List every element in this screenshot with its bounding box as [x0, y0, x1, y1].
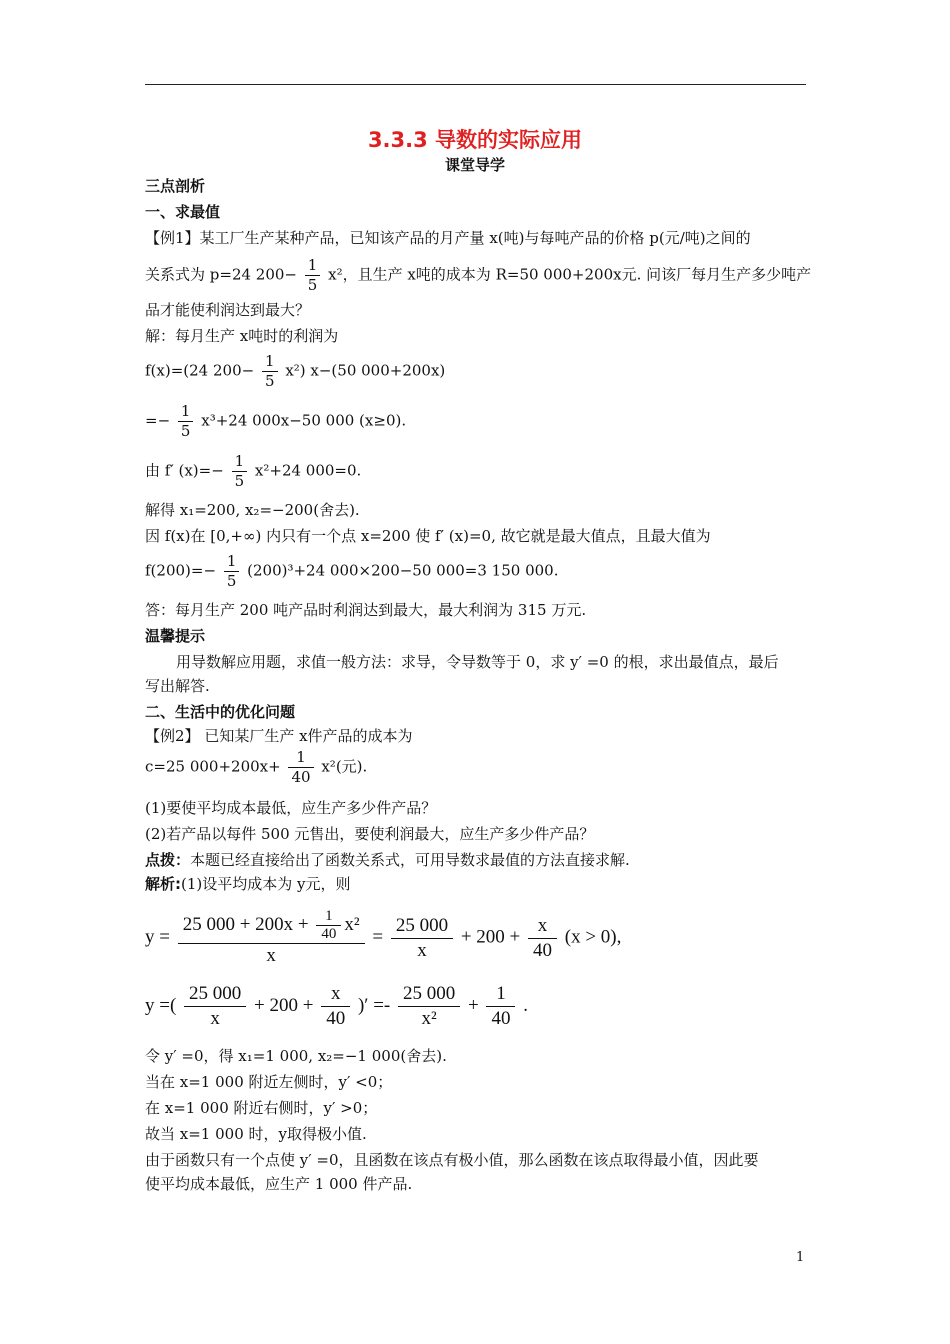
- solution1-line3: 由 f′ (x)=− $\frac{1}{5}$ x²+24 000=0.: [145, 452, 362, 490]
- solution1-line2: =− $\frac{1}{5}$ x³+24 000x−50 000 (x≥0).: [145, 402, 407, 440]
- fraction-one-fifth: $\frac{1}{5}$: [262, 352, 278, 391]
- step-line3: 在 x=1 000 附近右侧时，y′ >0；: [145, 1099, 378, 1117]
- solution1-line4: 解得 x₁=200, x₂=−200(舍去).: [145, 501, 360, 519]
- fraction-one-fifth: $\frac{1}{5}$: [224, 552, 240, 591]
- step-line1: 令 y′ =0，得 x₁=1 000, x₂=−1 000(舍去).: [145, 1047, 447, 1065]
- page-title: 3.3.3 导数的实际应用: [367, 128, 583, 152]
- hint-label: 点拨：: [145, 851, 191, 869]
- example2-line1: 【例2】 已知某厂生产 x件产品的成本为: [145, 727, 413, 745]
- tip-text-line2: 写出解答.: [145, 677, 210, 695]
- step-line4: 故当 x=1 000 时，y取得极小值.: [145, 1125, 367, 1143]
- page-subtitle: 课堂导学: [444, 156, 505, 174]
- example1-line2: 关系式为 p=24 200− $\frac{1}{5}$ x²，且生产 x吨的成本为 R=50 000+200x元. 问该厂每月生产多少吨产: [145, 256, 812, 294]
- step-line6: 使平均成本最低，应生产 1 000 件产品.: [145, 1175, 413, 1193]
- section1-heading: 一、求最值: [145, 203, 221, 221]
- page-number: 1: [796, 1250, 805, 1265]
- tip-text-line1: 用导数解应用题，求值一般方法：求导，令导数等于 0，求 y′ =0 的根，求出最值点，最后: [176, 653, 779, 671]
- section2-heading: 二、生活中的优化问题: [145, 703, 296, 721]
- fraction-one-fifth: $\frac{1}{5}$: [305, 256, 321, 295]
- analysis-line: 解析:(1)设平均成本为 y元，则: [145, 875, 351, 893]
- example2-question1: (1)要使平均成本最低，应生产多少件产品？: [145, 799, 437, 817]
- fraction-one-fifth: $\frac{1}{5}$: [232, 452, 248, 491]
- solution1-intro: 解：每月生产 x吨时的利润为: [145, 327, 339, 345]
- step-line5: 由于函数只有一个点使 y′ =0，且函数在该点有极小值，那么函数在该点取得最小值，因此要: [145, 1151, 759, 1169]
- fraction-one-fifth: $\frac{1}{5}$: [178, 402, 194, 441]
- formula-average-cost: y = 25 000 + 200x + $\frac{1}{40}$ x² x = $\frac{25 000}{x}$ + 200 + $\frac{x}{40}$ (x > 0),: [145, 908, 622, 966]
- solution1-line6: f(200)=− $\frac{1}{5}$ (200)³+24 000×200−50 000=3 150 000.: [145, 552, 559, 590]
- hint-line: 点拨：本题已经直接给出了函数关系式，可用导数求最值的方法直接求解.: [145, 851, 630, 869]
- example1-tag: 【例1】: [145, 229, 200, 247]
- header-rule: [145, 84, 806, 85]
- solution1-answer: 答：每月生产 200 吨产品时利润达到最大，最大利润为 315 万元.: [145, 601, 587, 619]
- solution1-line5: 因 f(x)在 [0,+∞) 内只有一个点 x=200 使 f′ (x)=0, 故它就是最大值点，且最大值为: [145, 527, 711, 545]
- solution1-line1: f(x)=(24 200− $\frac{1}{5}$ x²) x−(50 000+200x): [145, 352, 446, 390]
- example2-tag: 【例2】: [145, 727, 200, 745]
- example2-cost: c=25 000+200x+ $\frac{1}{40}$ x²(元).: [145, 748, 368, 786]
- example1-line3: 品才能使利润达到最大？: [145, 301, 311, 319]
- analysis-label: 解析:: [145, 875, 181, 893]
- section-main-heading: 三点剖析: [145, 177, 206, 195]
- example1-line1: 【例1】某工厂生产某种产品，已知该产品的月产量 x(吨)与每吨产品的价格 p(元/吨)之间的: [145, 229, 751, 247]
- tip-heading: 温馨提示: [145, 627, 206, 645]
- step-line2: 当在 x=1 000 附近左侧时，y′ <0；: [145, 1073, 393, 1091]
- formula-derivative: y =( $\frac{25 000}{x}$ + 200 + $\frac{x}{40}$ )′ =- $\frac{25 000}{\text{x²}}$ + $\frac{1}{40}$ .: [145, 983, 528, 1029]
- example2-question2: (2)若产品以每件 500 元售出，要使利润最大，应生产多少件产品？: [145, 825, 595, 843]
- fraction-one-fortieth: $\frac{1}{40}$: [288, 748, 313, 787]
